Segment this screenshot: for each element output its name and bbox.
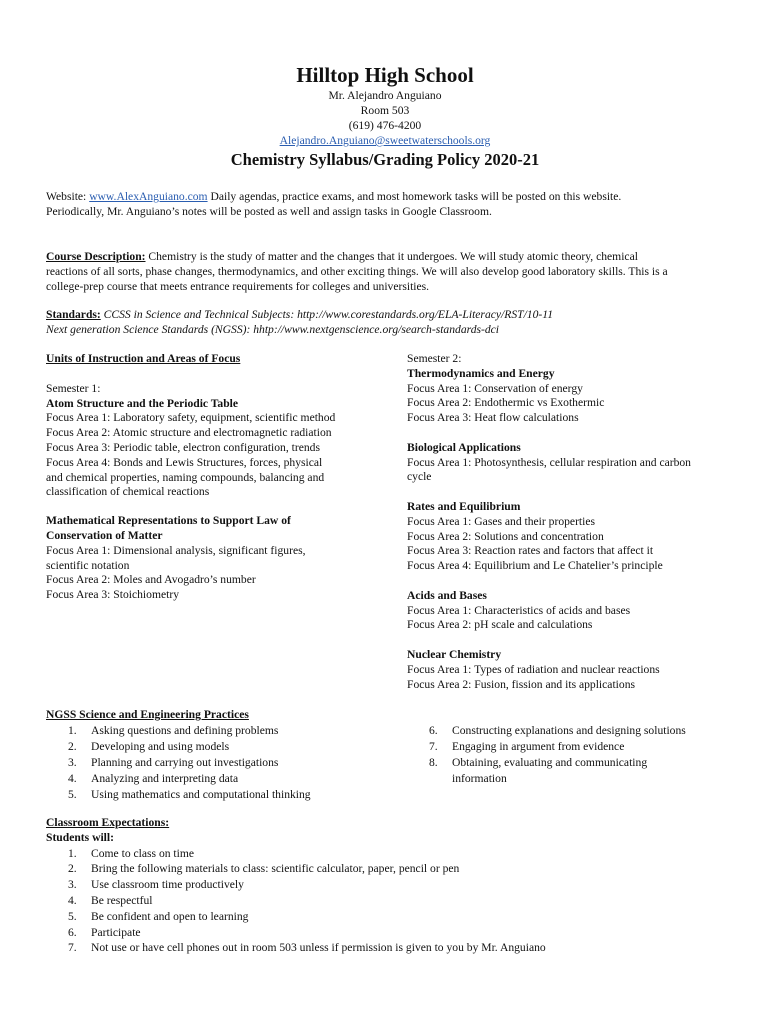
expectation-item: 6. Participate	[68, 925, 141, 939]
course-line-3: college-prep course that meets entrance requirements for colleges and universities.	[46, 279, 430, 293]
course-label: Course Description:	[46, 250, 146, 263]
website-text-2: Periodically, Mr. Anguiano’s notes will be posted as well and assign tasks in Google Classroom.	[46, 204, 492, 218]
bio-title: Biological Applications	[407, 440, 521, 454]
ngss-heading: NGSS Science and Engineering Practices	[46, 708, 249, 721]
math-title-1: Mathematical Representations to Support Law of	[46, 514, 291, 528]
math-title-2: Conservation of Matter	[46, 528, 163, 542]
standards-line-2: Next generation Science Standards (NGSS): hhtp://www.nextgenscience.org/search-standards-dci	[46, 322, 500, 336]
semester-1-label: Semester 1:	[46, 381, 101, 395]
expectation-item: 2. Bring the following materials to class: scientific calculator, paper, pencil or pen	[68, 862, 460, 876]
sem1-line: classification of chemical reactions	[46, 485, 210, 499]
ngss-left	[46, 708, 386, 803]
ngss-right	[407, 723, 747, 787]
bio-line: Focus Area 1: Photosynthesis, cellular respiration and carbon	[407, 455, 691, 469]
sem1-line: Focus Area 1: Laboratory safety, equipment, scientific method	[46, 411, 336, 425]
acids-title: Acids and Bases	[407, 588, 487, 602]
ngss-item: 2. Developing and using models	[68, 739, 230, 753]
sem1-title: Atom Structure and the Periodic Table	[46, 396, 239, 410]
units-left-column	[46, 352, 376, 603]
math-line: scientific notation	[46, 558, 130, 572]
sem1-line: Focus Area 4: Bonds and Lewis Structures, forces, physical	[46, 455, 323, 469]
semester-2-label: Semester 2:	[407, 352, 462, 365]
bio-line: cycle	[407, 470, 432, 484]
rates-line: Focus Area 4: Equilibrium and Le Chatelier’s principle	[407, 559, 663, 573]
nuclear-line: Focus Area 1: Types of radiation and nuclear reactions	[407, 662, 660, 676]
thermo-line: Focus Area 1: Conservation of energy	[407, 381, 583, 395]
teacher-name: Mr. Alejandro Anguiano	[328, 89, 442, 102]
website-paragraph	[46, 190, 736, 220]
standards-line-1: CCSS in Science and Technical Subjects: http://www.corestandards.org/ELA-Literacy/RST/10-11	[100, 308, 553, 321]
math-line: Focus Area 3: Stoichiometry	[46, 588, 179, 602]
course-description	[46, 250, 736, 294]
ngss-item: 5. Using mathematics and computational thinking	[68, 787, 311, 801]
standards	[46, 308, 736, 338]
ngss-item-continued: information	[452, 772, 507, 785]
phone-number: (619) 476-4200	[348, 119, 422, 132]
rates-line: Focus Area 2: Solutions and concentration	[407, 529, 604, 543]
units-heading: Units of Instruction and Areas of Focus	[46, 352, 241, 365]
thermo-line: Focus Area 2: Endothermic vs Exothermic	[407, 396, 605, 410]
rates-line: Focus Area 1: Gases and their properties	[407, 514, 596, 528]
email-link[interactable]: Alejandro.Anguiano@sweetwaterschools.org	[279, 134, 491, 147]
school-name: Hilltop High School	[296, 63, 474, 87]
thermo-title: Thermodynamics and Energy	[407, 366, 555, 380]
rates-title: Rates and Equilibrium	[407, 499, 521, 513]
room-number: Room 503	[360, 104, 410, 117]
ngss-item: 1. Asking questions and defining problems	[68, 723, 279, 737]
expectations-heading: Classroom Expectations:	[46, 816, 170, 829]
page-title: Chemistry Syllabus/Grading Policy 2020-21	[230, 150, 540, 169]
expectation-item: 7. Not use or have cell phones out in room 503 unless if permission is given to you by Mr. Anguiano	[68, 941, 546, 955]
ngss-item: 3. Planning and carrying out investigations	[68, 755, 279, 769]
website-label: Website:	[46, 190, 90, 203]
sem1-line: and chemical properties, naming compounds, balancing and	[46, 470, 325, 484]
sem1-line: Focus Area 2: Atomic structure and electromagnetic radiation	[46, 426, 332, 440]
expectation-item: 3. Use classroom time productively	[68, 878, 244, 892]
math-line: Focus Area 2: Moles and Avogadro’s number	[46, 573, 256, 587]
expectations-subheading: Students will:	[46, 830, 114, 844]
nuclear-line: Focus Area 2: Fusion, fission and its applications	[407, 677, 635, 691]
expectation-item: 1. Come to class on time	[68, 846, 195, 860]
acids-line: Focus Area 1: Characteristics of acids and bases	[407, 603, 631, 617]
rates-line: Focus Area 3: Reaction rates and factors that affect it	[407, 544, 654, 558]
nuclear-title: Nuclear Chemistry	[407, 647, 502, 661]
ngss-item: 8. Obtaining, evaluating and communicating	[429, 756, 648, 769]
ngss-item: 6. Constructing explanations and designing solutions	[429, 724, 686, 737]
thermo-line: Focus Area 3: Heat flow calculations	[407, 411, 579, 425]
math-line: Focus Area 1: Dimensional analysis, significant figures,	[46, 543, 306, 557]
expectation-item: 4. Be respectful	[68, 893, 153, 907]
course-line-1: Chemistry is the study of matter and the changes that it undergoes. We will study atomic theory, chemical	[145, 250, 638, 263]
ngss-item: 4. Analyzing and interpreting data	[68, 771, 239, 785]
expectation-item: 5. Be confident and open to learning	[68, 909, 249, 923]
website-link[interactable]: www.AlexAnguiano.com	[89, 190, 208, 203]
standards-label: Standards:	[46, 308, 101, 321]
ngss-item: 7. Engaging in argument from evidence	[429, 740, 625, 753]
course-line-2: reactions of all sorts, phase changes, thermodynamics, and other exciting things. We will also develop good laboratory skills. This is a	[46, 264, 668, 278]
classroom-expectations	[46, 816, 746, 956]
acids-line: Focus Area 2: pH scale and calculations	[407, 618, 593, 632]
website-text-1: Daily agendas, practice exams, and most homework tasks will be posted on this website.	[207, 190, 622, 203]
sem1-line: Focus Area 3: Periodic table, electron configuration, trends	[46, 440, 320, 454]
units-right-column	[407, 352, 747, 692]
